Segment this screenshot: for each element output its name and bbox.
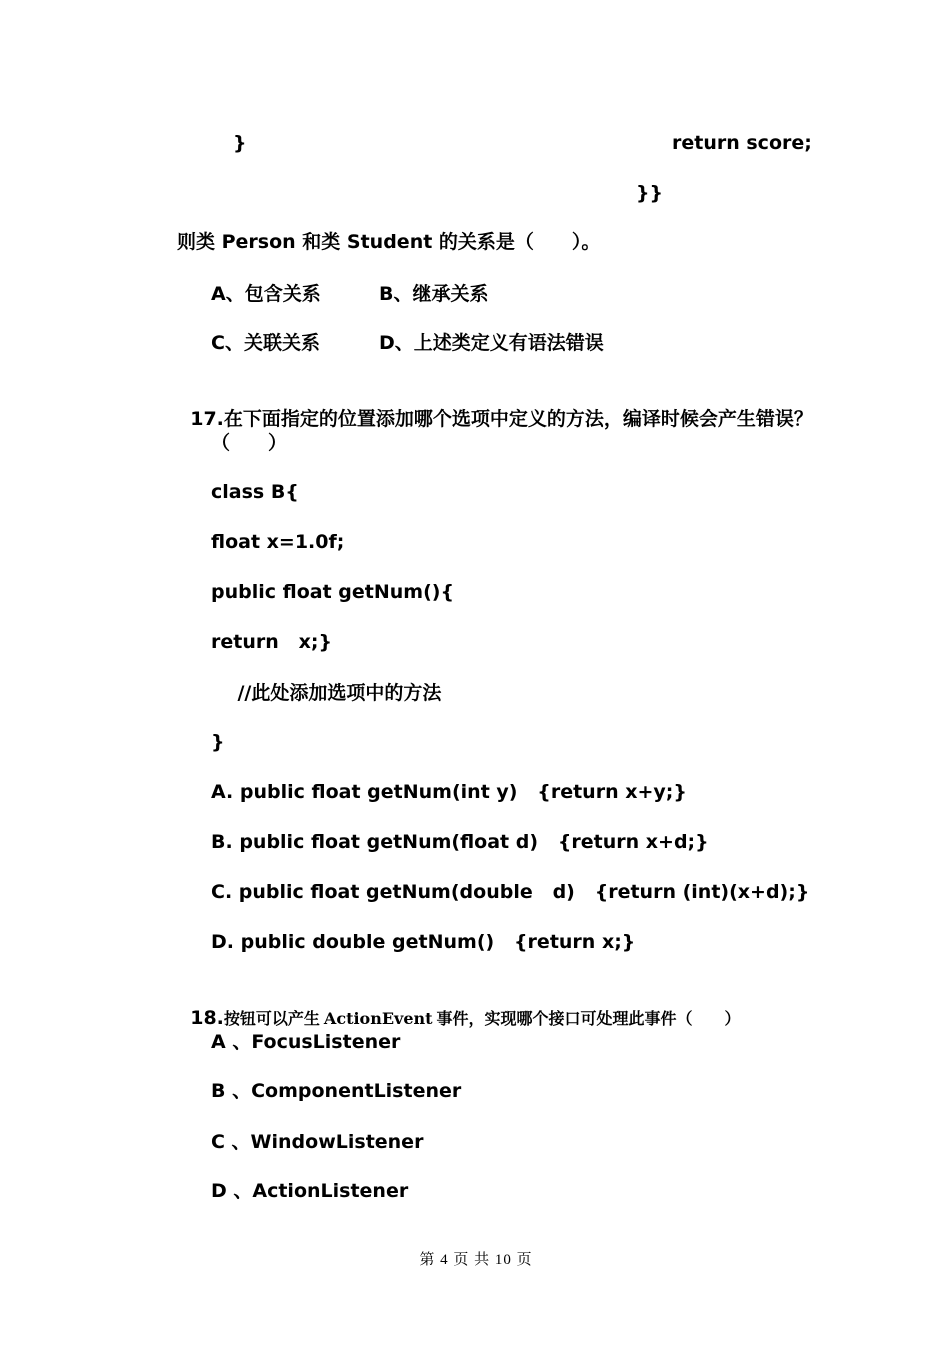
q17-code-line: public float getNum(){ <box>211 581 454 603</box>
q17-option-a: A. public float getNum(int y) {return x+y;} <box>211 781 687 803</box>
q17-code-line: } <box>211 731 225 753</box>
q16-option-a: A、包含关系 <box>211 283 321 305</box>
page-footer: 第 4 页 共 10 页 <box>419 1252 533 1268</box>
q18-stem-suffix: 事件，实现哪个接口可处理此事件（ ） <box>436 1009 741 1028</box>
q18-stem-prefix: 按钮可以产生 <box>223 1009 320 1028</box>
q18-number: 18. <box>190 1007 224 1029</box>
code-closing-brace: } <box>233 132 247 154</box>
q16-option-b: B、继承关系 <box>379 283 489 305</box>
q17-code-line: float x=1.0f; <box>211 531 345 553</box>
q17-option-c: C. public float getNum(double d) {return (int)(x+d);} <box>211 881 810 903</box>
q16-option-d: D、上述类定义有语法错误 <box>379 332 604 354</box>
q18-option-b: B 、ComponentListener <box>211 1080 462 1102</box>
q16-option-c: C、关联关系 <box>211 332 320 354</box>
q16-stem: 则类 Person 和类 Student 的关系是（ ）。 <box>177 231 601 253</box>
q17-code-comment: //此处添加选项中的方法 <box>211 682 442 704</box>
q18-option-c: C 、WindowListener <box>211 1131 424 1153</box>
code-double-brace: }} <box>636 182 664 204</box>
q17-option-d: D. public double getNum() {return x;} <box>211 931 636 953</box>
q17-option-b: B. public float getNum(float d) {return x+d;} <box>211 831 709 853</box>
q17-header <box>177 380 813 432</box>
q18-option-a: A 、FocusListener <box>211 1031 401 1053</box>
q17-stem: 在下面指定的位置添加哪个选项中定义的方法，编译时候会产生错误？ <box>223 408 813 430</box>
q18-header <box>177 979 741 1032</box>
q17-code-line: class B{ <box>211 481 299 503</box>
q18-stem-event: ActionEvent <box>323 1009 433 1028</box>
q17-answer-paren: （ ） <box>211 432 288 454</box>
q18-option-d: D 、ActionListener <box>211 1180 409 1202</box>
q17-code-line: return x;} <box>211 631 332 653</box>
q17-number: 17. <box>190 408 224 430</box>
code-return-score: return score; <box>672 132 812 154</box>
